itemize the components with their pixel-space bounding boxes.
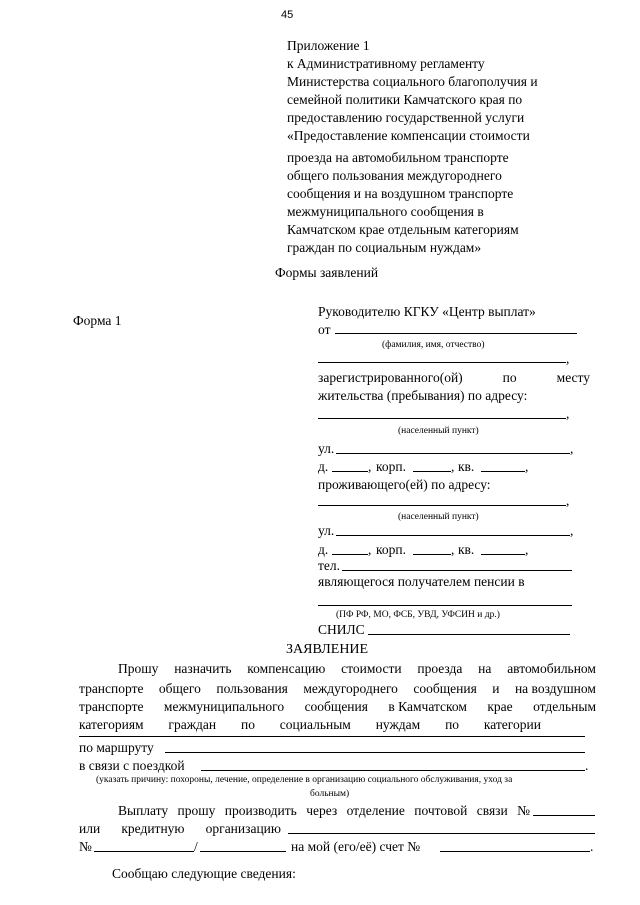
pension-fund-line[interactable] <box>318 605 572 606</box>
appendix-line-12: граждан по социальным нуждам» <box>287 240 482 255</box>
appendix-line-5: предоставлению государственной услуги <box>287 110 525 125</box>
comma: , <box>566 493 570 508</box>
trip-line[interactable] <box>201 770 585 771</box>
street-label: ул. <box>318 441 335 456</box>
registered-row: зарегистрированного(ой) по месту <box>318 370 590 385</box>
building-label: корп. <box>376 542 406 557</box>
appendix-line-9: сообщения и на воздушном транспорте <box>287 186 514 201</box>
statement-title: ЗАЯВЛЕНИЕ <box>286 642 369 657</box>
fio-field-line[interactable] <box>335 333 577 334</box>
account-label: на мой (его/её) счет № <box>291 839 421 854</box>
page-number: 45 <box>281 9 294 21</box>
apartment-label: кв. <box>458 459 475 474</box>
appendix-line-8: общего пользования междугороднего <box>287 168 502 183</box>
living-apartment-line[interactable] <box>481 554 525 555</box>
registered-apartment-line[interactable] <box>481 471 525 472</box>
house-label: д. <box>318 459 329 474</box>
body-line-3: транспорте межмуниципального сообщения в Камчатском крае отдельным <box>79 699 596 714</box>
comma: , <box>368 542 372 557</box>
comma: , <box>368 459 372 474</box>
appendix-line-1: Приложение 1 <box>287 38 370 53</box>
appendix-line-2: к Административному регламенту <box>287 56 485 71</box>
comma: , <box>566 351 570 366</box>
appendix-line-11: Камчатском крае отдельным категориям <box>287 222 519 237</box>
house-label: д. <box>318 542 329 557</box>
living-house-line[interactable] <box>332 554 368 555</box>
category-line[interactable] <box>79 736 585 737</box>
comma: , <box>525 542 529 557</box>
phone-line[interactable] <box>342 570 572 571</box>
number-sign: № <box>79 839 92 854</box>
addressee: Руководителю КГКУ «Центр выплат» <box>318 304 536 319</box>
body-line-1: Прошу назначить компенсацию стоимости проезда на автомобильном <box>118 661 596 676</box>
living-street-line[interactable] <box>336 535 570 536</box>
comma: , <box>451 542 455 557</box>
pension-hint: (ПФ РФ, МО, ФСБ, УВД, УФСИН и др.) <box>336 610 500 620</box>
appendix-line-7: проезда на автомобильном транспорте <box>287 150 509 165</box>
locality-hint: (населенный пункт) <box>398 426 479 436</box>
locality-hint: (населенный пункт) <box>398 512 479 522</box>
forms-title: Формы заявлений <box>275 265 379 280</box>
body-line-4: категориям граждан по социальным нуждам по категории <box>79 717 541 732</box>
appendix-line-3: Министерства социального благополучия и <box>287 74 538 89</box>
registered-house-line[interactable] <box>332 471 368 472</box>
registered-building-line[interactable] <box>413 471 451 472</box>
route-label: по маршруту <box>79 740 154 755</box>
info-label: Сообщаю следующие сведения: <box>112 866 296 881</box>
living-label: проживающего(ей) по адресу: <box>318 477 491 492</box>
slash: / <box>194 839 198 854</box>
comma: , <box>570 441 574 456</box>
appendix-line-10: межмуниципального сообщения в <box>287 204 484 219</box>
living-locality-line[interactable] <box>318 505 566 506</box>
bank-subbranch-line[interactable] <box>200 851 286 852</box>
comma: , <box>566 406 570 421</box>
fio-continuation-line[interactable] <box>318 362 566 363</box>
living-building-line[interactable] <box>413 554 451 555</box>
from-label: от <box>318 322 331 337</box>
phone-label: тел. <box>318 558 341 573</box>
reason-hint-1: (указать причину: похороны, лечение, определение в организацию социального обслуживания, уход за <box>96 775 513 785</box>
reason-hint-2: больным) <box>310 789 350 799</box>
body-line-2: транспорте общего пользования междугороднего сообщения и на воздушном <box>79 681 596 696</box>
fio-hint: (фамилия, имя, отчество) <box>382 340 485 350</box>
residence-label: жительства (пребывания) по адресу: <box>318 388 528 403</box>
street-label: ул. <box>318 523 335 538</box>
pensioner-label: являющегося получателем пенсии в <box>318 574 525 589</box>
appendix-line-6: «Предоставление компенсации стоимости <box>287 128 530 143</box>
bank-name-line[interactable] <box>288 833 595 834</box>
payout-line-1: Выплату прошу производить через отделение почтовой связи № <box>118 803 530 818</box>
bank-branch-line[interactable] <box>94 851 194 852</box>
account-number-line[interactable] <box>440 851 590 852</box>
payout-line-2: или кредитную организацию <box>79 821 281 836</box>
comma: , <box>525 459 529 474</box>
route-line[interactable] <box>165 752 585 753</box>
trip-label: в связи с поездкой <box>79 758 185 773</box>
registered-street-line[interactable] <box>336 453 570 454</box>
comma: , <box>570 523 574 538</box>
account-period: . <box>590 839 594 854</box>
building-label: корп. <box>376 459 406 474</box>
comma: , <box>451 459 455 474</box>
apartment-label: кв. <box>458 542 475 557</box>
form-label: Форма 1 <box>73 313 122 328</box>
snils-line[interactable] <box>368 634 570 635</box>
post-office-number-line[interactable] <box>533 815 595 816</box>
snils-label: СНИЛС <box>318 622 365 637</box>
trip-period: . <box>585 758 589 773</box>
registered-locality-line[interactable] <box>318 418 566 419</box>
appendix-line-4: семейной политики Камчатского края по <box>287 92 523 107</box>
